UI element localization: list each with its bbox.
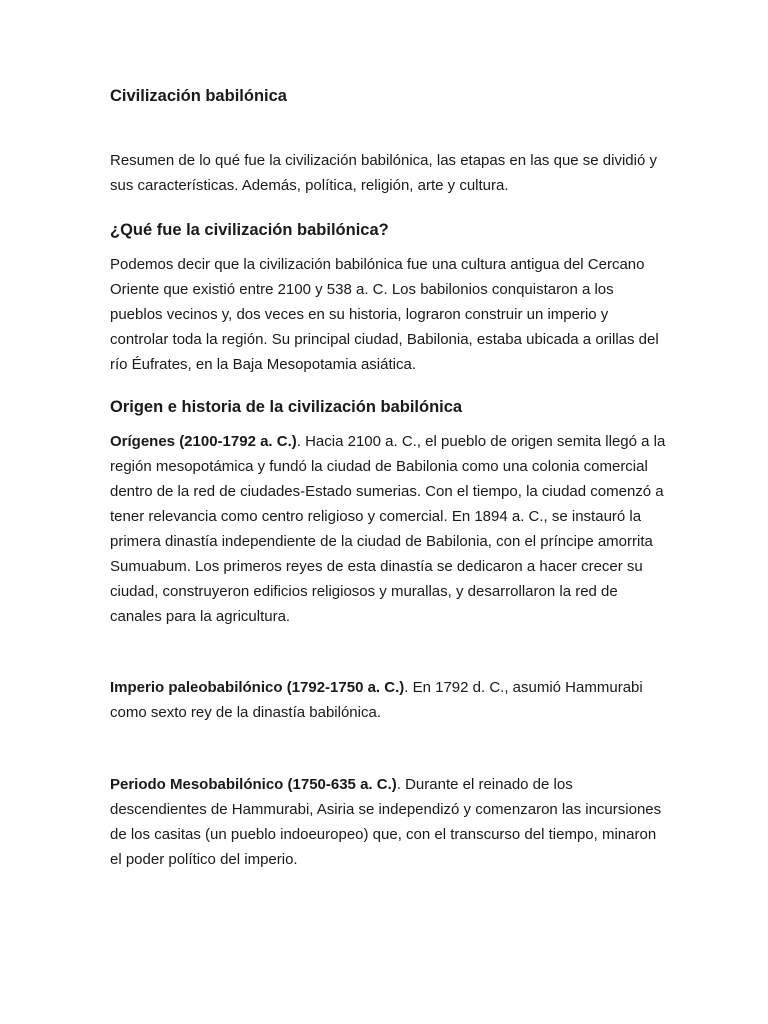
section-heading-origen-historia: Origen e historia de la civilización babilónica [110,398,463,416]
paragraph-lead-imperio-paleobabilonico: Imperio paleobabilónico (1792-1750 a. C.) [110,679,405,696]
paragraph-periodo-mesobabilonico [110,772,670,872]
document-body [110,84,670,872]
paragraph-text-imperio-paleobabilonico: . En 1792 d. C., asumió Hammurabi como sexto rey de la dinastía babilónica. [110,679,643,721]
paragraph-que-fue: Podemos decir que la civilización babilónica fue una cultura antigua del Cercano Oriente que existió entre 2100 y 538 a. C. Los babilonios conquistaron a los pueblos vecinos y, dos veces en su historia, lograron construir un imperio y controlar toda la región. Su principal ciudad, Babilonia, estaba ubicada a orillas del río Éufrates, en la Baja Mesopotamia asiática. [110,256,659,373]
paragraph-text-origenes: . Hacia 2100 a. C., el pueblo de origen semita llegó a la región mesopotámica y fundó la ciudad de Babilonia como una colonia comercial dentro de la red de ciudades-Estado sumerias. Con el tiempo, la ciudad comenzó a tener relevancia como centro religioso y comercial. En 1894 a. C., se instauró la primera dinastía independiente de la ciudad de Babilonia, con el príncipe amorrita Sumuabum. Los primeros reyes de esta dinastía se dedicaron a hacer crecer su ciudad, construyeron edificios religiosos y murallas, y desarrollaron la red de canales para la agricultura. [110,433,666,625]
paragraph-origenes [110,429,670,629]
section-heading-que-fue: ¿Qué fue la civilización babilónica? [110,221,389,239]
paragraph-imperio-paleobabilonico [110,675,670,725]
document-title: Civilización babilónica [110,87,287,105]
paragraph-lead-origenes: Orígenes (2100-1792 a. C.) [110,433,297,450]
intro-paragraph: Resumen de lo qué fue la civilización babilónica, las etapas en las que se dividió y sus características. Además, política, religión, arte y cultura. [110,152,657,194]
paragraph-lead-periodo-mesobabilonico: Periodo Mesobabilónico (1750-635 a. C.) [110,776,397,793]
paragraph-text-periodo-mesobabilonico: . Durante el reinado de los descendientes de Hammurabi, Asiria se independizó y comenzaron las incursiones de los casitas (un pueblo indoeuropeo) que, con el transcurso del tiempo, minaron el poder político del imperio. [110,776,662,868]
